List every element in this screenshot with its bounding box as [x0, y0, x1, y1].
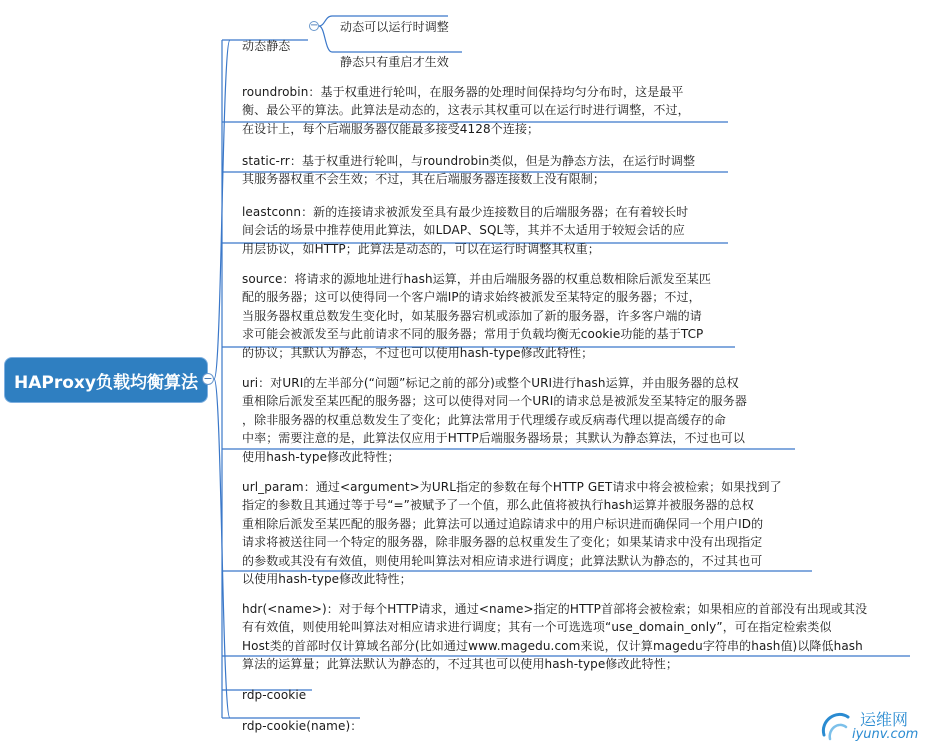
- branch-url-param-text: url_param：通过<argument>为URL指定的参数在每个HTTP GET请求中将会被检索；如果找到了 指定的参数且其通过等于号“=”被赋予了一个值，那么此值将被执行hash运算并被服务器的总权 重相除后派发至某匹配的服务器；此算法可以通过追踪请求中的用户标识进而确保同一个用户ID的 请求将被送往同一个特定的服务器，除非服务器的总权重发生了变化；如果某请求中没有出现指定 的参数或其没有有效值，则使用轮叫算法对相应请求进行调度；此算法默认为静态的，不过其也可 以使用hash-type修改此特性；: [242, 479, 782, 586]
- root-node[interactable]: [4, 357, 208, 403]
- sub-branch-runtime[interactable]: [340, 0, 449, 36]
- sub-branch-runtime-label: 动态可以运行时调整: [340, 19, 449, 34]
- branch-rdp-cookie-name[interactable]: [242, 698, 362, 735]
- branch-leastconn[interactable]: [242, 184, 688, 258]
- branch-leastconn-text: leastconn：新的连接请求被派发至具有最少连接数目的后端服务器；在有着较长时 间会话的场景中推荐使用此算法，如LDAP、SQL等，其并不太适用于较短会话的应 用层协议，如HTTP；此算法是动态的，可以在运行时调整其权重；: [242, 204, 689, 256]
- watermark-en: iyunv.com: [852, 727, 919, 742]
- watermark-cn: 运维网: [860, 710, 909, 729]
- branch-roundrobin[interactable]: [242, 64, 690, 138]
- branch-dynamic-static[interactable]: [242, 18, 290, 55]
- root-collapse-button[interactable]: −: [203, 372, 213, 385]
- root-label: HAProxy负载均衡算法: [14, 372, 198, 393]
- branch-hdr[interactable]: [242, 581, 867, 674]
- branch-rdp-cookie-name-text: rdp-cookie(name)：: [242, 718, 363, 733]
- branch-rdp-cookie-text: rdp-cookie: [242, 687, 307, 702]
- dynamic-static-collapse-button[interactable]: −: [310, 20, 319, 31]
- branch-url-param[interactable]: [242, 459, 782, 589]
- watermark-logo: [818, 705, 922, 747]
- branch-hdr-text: hdr(<name>)：对于每个HTTP请求，通过<name>指定的HTTP首部将会被检索；如果相应的首部没有出现或其没 有有效值，则使用轮叫算法对相应请求进行调度；其有一个可选选项“use_domain_only”，可在指定检索类似 Host类的首部时仅计算域名部分(比如通过www.magedu.com来说，仅计算magedu字符串的hash值)以降低hash 算法的运算量；此算法默认为静态的，不过其也可以使用hash-type修改此特性；: [242, 601, 868, 671]
- branch-uri-text: uri：对URI的左半部分(“问题”标记之前的部分)或整个URI进行hash运算，并由服务器的总权 重相除后派发至某匹配的服务器；这可以使得对同一个URI的请求总是被派发至某特定的服务器 ，除非服务器的权重总数发生了变化；此算法常用于代理缓存或反病毒代理以提高缓存的命 中率；需要注意的是，此算法仅应用于HTTP后端服务器场景；其默认为静态算法，不过也可以 使用hash-type修改此特性；: [242, 375, 747, 464]
- branch-static-rr-text: static-rr：基于权重进行轮叫，与roundrobin类似，但是为静态方法，在运行时调整 其服务器权重不会生效；不过，其在后端服务器连接数上没有限制；: [242, 153, 696, 186]
- branch-roundrobin-text: roundrobin：基于权重进行轮叫，在服务器的处理时间保持均匀分布时，这是最平 衡、最公平的算法。此算法是动态的，这表示其权重可以在运行时进行调整，不过， 在设计上，每个后端服务器仅能最多接受4128个连接；: [242, 84, 690, 136]
- branch-source-text: source：将请求的源地址进行hash运算，并由后端服务器的权重总数相除后派发至某匹 配的服务器；这可以使得同一个客户端IP的请求始终被派发至某特定的服务器；不过， 当服务器权重总数发生变化时，如某服务器宕机或添加了新的服务器，许多客户端的请 求可能会被派发至与此前请求不同的服务器；常用于负载均衡无cookie功能的基于TCP 的协议；其默认为静态，不过也可以使用hash-type修改此特性；: [242, 271, 711, 360]
- branch-uri[interactable]: [242, 355, 747, 466]
- sub-branch-restart-label: 静态只有重启才生效: [340, 54, 449, 69]
- branch-source[interactable]: [242, 251, 711, 362]
- branch-static-rr[interactable]: [242, 133, 695, 189]
- branch-dynamic-static-label: 动态静态: [242, 38, 291, 53]
